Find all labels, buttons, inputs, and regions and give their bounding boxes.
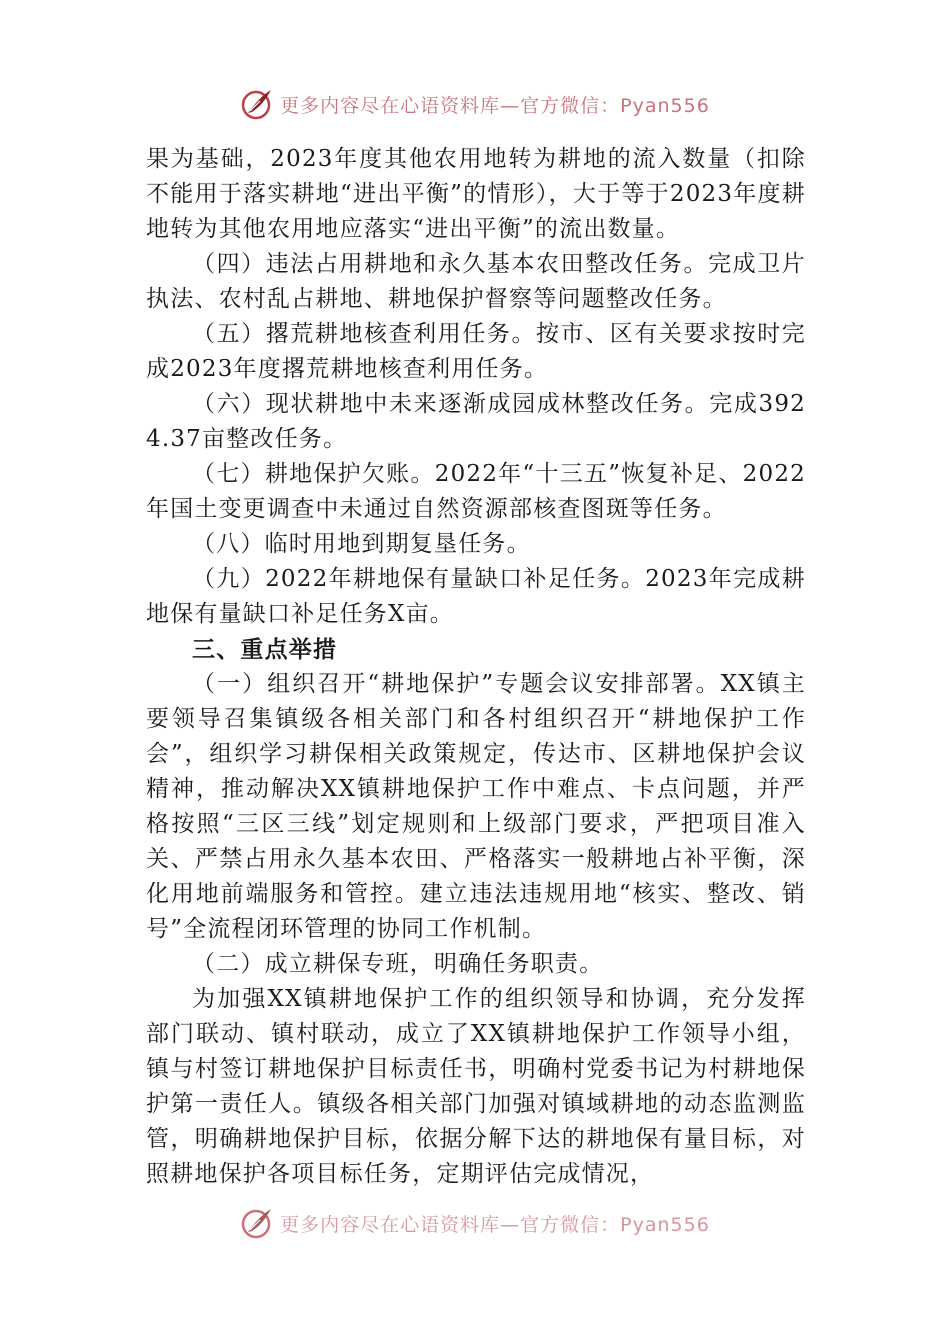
section-heading: 三、重点举措 [192,636,338,663]
quill-logo-icon [240,87,274,121]
paragraph-9: 为加强XX镇耕地保护工作的组织领导和协调，充分发挥部门联动、镇村联动，成立了XX镇耕地保护工作领导小组，镇与村签订耕地保护目标责任书，明确村党委书记为村耕地保护第一责任人。镇级各相关部门加强对镇域耕地的动态监测监管，明确耕地保护目标，依据分解下达的耕地保有量目标，对照耕地保护各项目标任务，定期评估完成情况， [146,986,806,1187]
paragraph-0: 果为基础，2023年度其他农用地转为耕地的流入数量（扣除不能用于落实耕地“进出平衡”的情形），大于等于2023年度耕地转为其他农用地应落实“进出平衡”的流出数量。 [146,146,806,242]
paragraph-3: （六）现状耕地中未来逐渐成园成林整改任务。完成3924.37亩整改任务。 [146,391,806,452]
watermark-text: 更多内容尽在心语资料库—官方微信：Pyan556 [280,94,710,117]
paragraph-1: （四）违法占用耕地和永久基本农田整改任务。完成卫片执法、农村乱占耕地、耕地保护督察等问题整改任务。 [146,251,806,312]
paragraph-7: （一）组织召开“耕地保护”专题会议安排部署。XX镇主要领导召集镇级各相关部门和各村组织召开“耕地保护工作会”，组织学习耕保相关政策规定，传达市、区耕地保护会议精神，推动解决XX镇耕地保护工作中难点、卡点问题，并严格按照“三区三线”划定规则和上级部门要求，严把项目准入关、严禁占用永久基本农田、严格落实一般耕地占补平衡，深化用地前端服务和管控。建立违法违规用地“核实、整改、销号”全流程闭环管理的协同工作机制。 [146,671,806,942]
paragraph-4: （七）耕地保护欠账。2022年“十三五”恢复补足、2022年国土变更调查中未通过自然资源部核查图斑等任务。 [146,461,806,522]
watermark-footer [0,1203,950,1243]
paragraph-2: （五）撂荒耕地核查利用任务。按市、区有关要求按时完成2023年度撂荒耕地核查利用任务。 [146,321,806,382]
paragraph-8: （二）成立耕保专班，明确任务职责。 [192,951,604,977]
watermark-text: 更多内容尽在心语资料库—官方微信：Pyan556 [280,1213,710,1236]
paragraph-6: （九）2022年耕地保有量缺口补足任务。2023年完成耕地保有量缺口补足任务X亩。 [146,566,806,627]
quill-logo-icon [240,1206,274,1240]
watermark-header [0,84,950,124]
document-body [146,142,806,1192]
paragraph-5: （八）临时用地到期复垦任务。 [192,531,531,557]
